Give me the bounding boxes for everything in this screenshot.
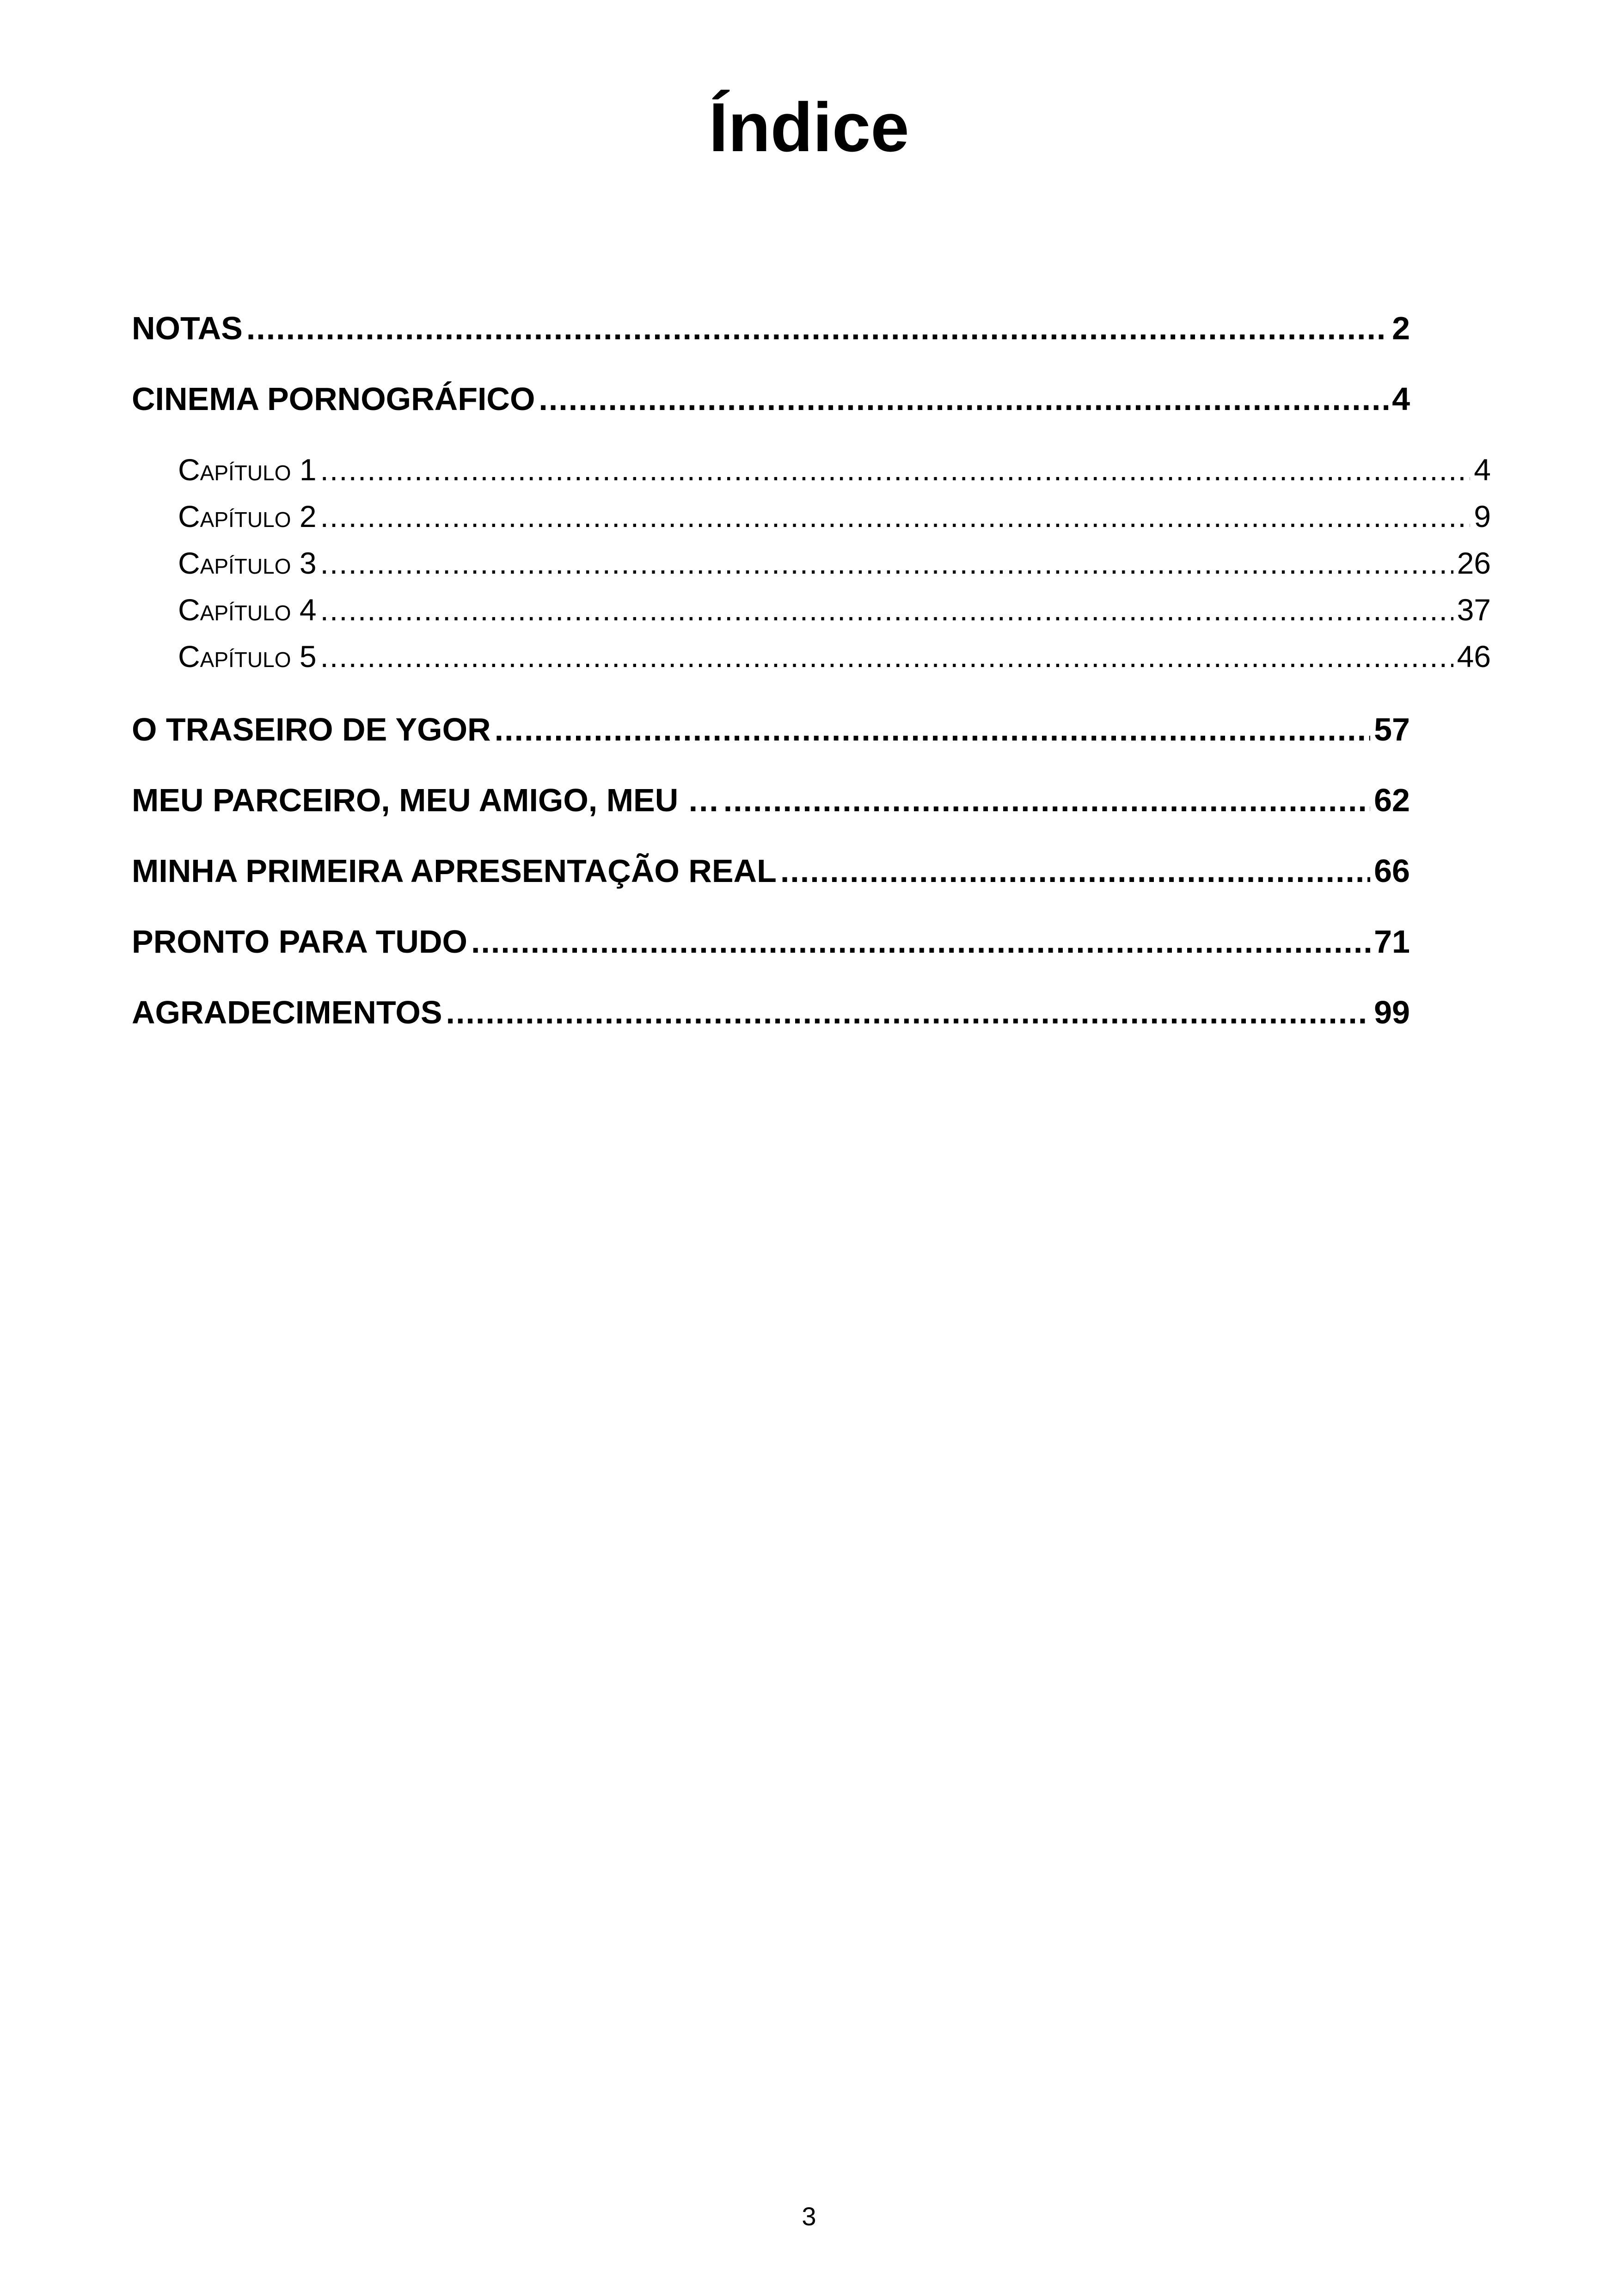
toc-entry-label: AGRADECIMENTOS (132, 994, 442, 1030)
toc-entry-label: CINEMA PORNOGRÁFICO (132, 381, 535, 417)
toc-entry-label: Capítulo 3 (178, 546, 317, 580)
toc-entry-capitulo-5[interactable] (178, 637, 1491, 676)
toc-entry-label: O TRASEIRO DE YGOR (132, 711, 491, 747)
toc-entry-page: 2 (1392, 310, 1410, 346)
toc-entry-capitulo-4[interactable] (178, 590, 1491, 629)
toc-entry-page: 46 (1457, 639, 1491, 673)
toc-entry-page: 4 (1392, 381, 1410, 417)
toc-leader-dots (320, 590, 1453, 629)
toc-entry-label: MEU PARCEIRO, MEU AMIGO, MEU … (132, 782, 720, 818)
toc-entry-page: 57 (1374, 711, 1410, 747)
toc-entry-label: NOTAS (132, 310, 243, 346)
toc-entry-capitulo-1[interactable] (178, 450, 1491, 489)
toc-entry-capitulo-2[interactable] (178, 497, 1491, 536)
toc-leader-dots (780, 850, 1370, 892)
toc-leader-dots (320, 544, 1453, 582)
toc-entry-label: Capítulo 4 (178, 593, 317, 627)
toc-entry-label: MINHA PRIMEIRA APRESENTAÇÃO REAL (132, 853, 777, 889)
toc-leader-dots (320, 637, 1453, 676)
toc-leader-dots (471, 921, 1370, 962)
toc-leader-dots (246, 307, 1388, 349)
toc-leader-dots (723, 779, 1370, 821)
toc-entry-meu-parceiro[interactable] (132, 779, 1410, 821)
toc-leader-dots (446, 992, 1371, 1033)
toc-entry-page: 9 (1474, 499, 1491, 533)
toc-entry-cinema-pornografico[interactable] (132, 378, 1410, 420)
toc-entry-o-traseiro-de-ygor[interactable] (132, 709, 1410, 750)
toc-entry-label: Capítulo 1 (178, 453, 317, 487)
toc-entry-notas[interactable] (132, 307, 1410, 349)
toc-entry-label: PRONTO PARA TUDO (132, 924, 467, 960)
toc-leader-dots (320, 450, 1471, 489)
toc-entry-page: 4 (1474, 453, 1491, 487)
toc-entry-page: 99 (1374, 994, 1410, 1030)
toc-entry-label: Capítulo 5 (178, 639, 317, 673)
toc-leader-dots (495, 709, 1371, 750)
toc-entry-page: 26 (1457, 546, 1491, 580)
toc-leader-dots (320, 497, 1471, 536)
toc-entry-pronto-para-tudo[interactable] (132, 921, 1410, 962)
toc-entry-label: Capítulo 2 (178, 499, 317, 533)
toc-entry-minha-primeira-apresentacao-real[interactable] (132, 850, 1410, 892)
toc-entry-agradecimentos[interactable] (132, 992, 1410, 1033)
toc-entry-page: 71 (1374, 924, 1410, 960)
page-number: 3 (802, 2202, 816, 2231)
toc-leader-dots (539, 378, 1388, 420)
toc-entry-page: 66 (1374, 853, 1410, 889)
page-title: Índice (709, 88, 909, 166)
toc-entry-page: 62 (1374, 782, 1410, 818)
toc-entry-capitulo-3[interactable] (178, 544, 1491, 582)
toc-entry-page: 37 (1457, 593, 1491, 627)
